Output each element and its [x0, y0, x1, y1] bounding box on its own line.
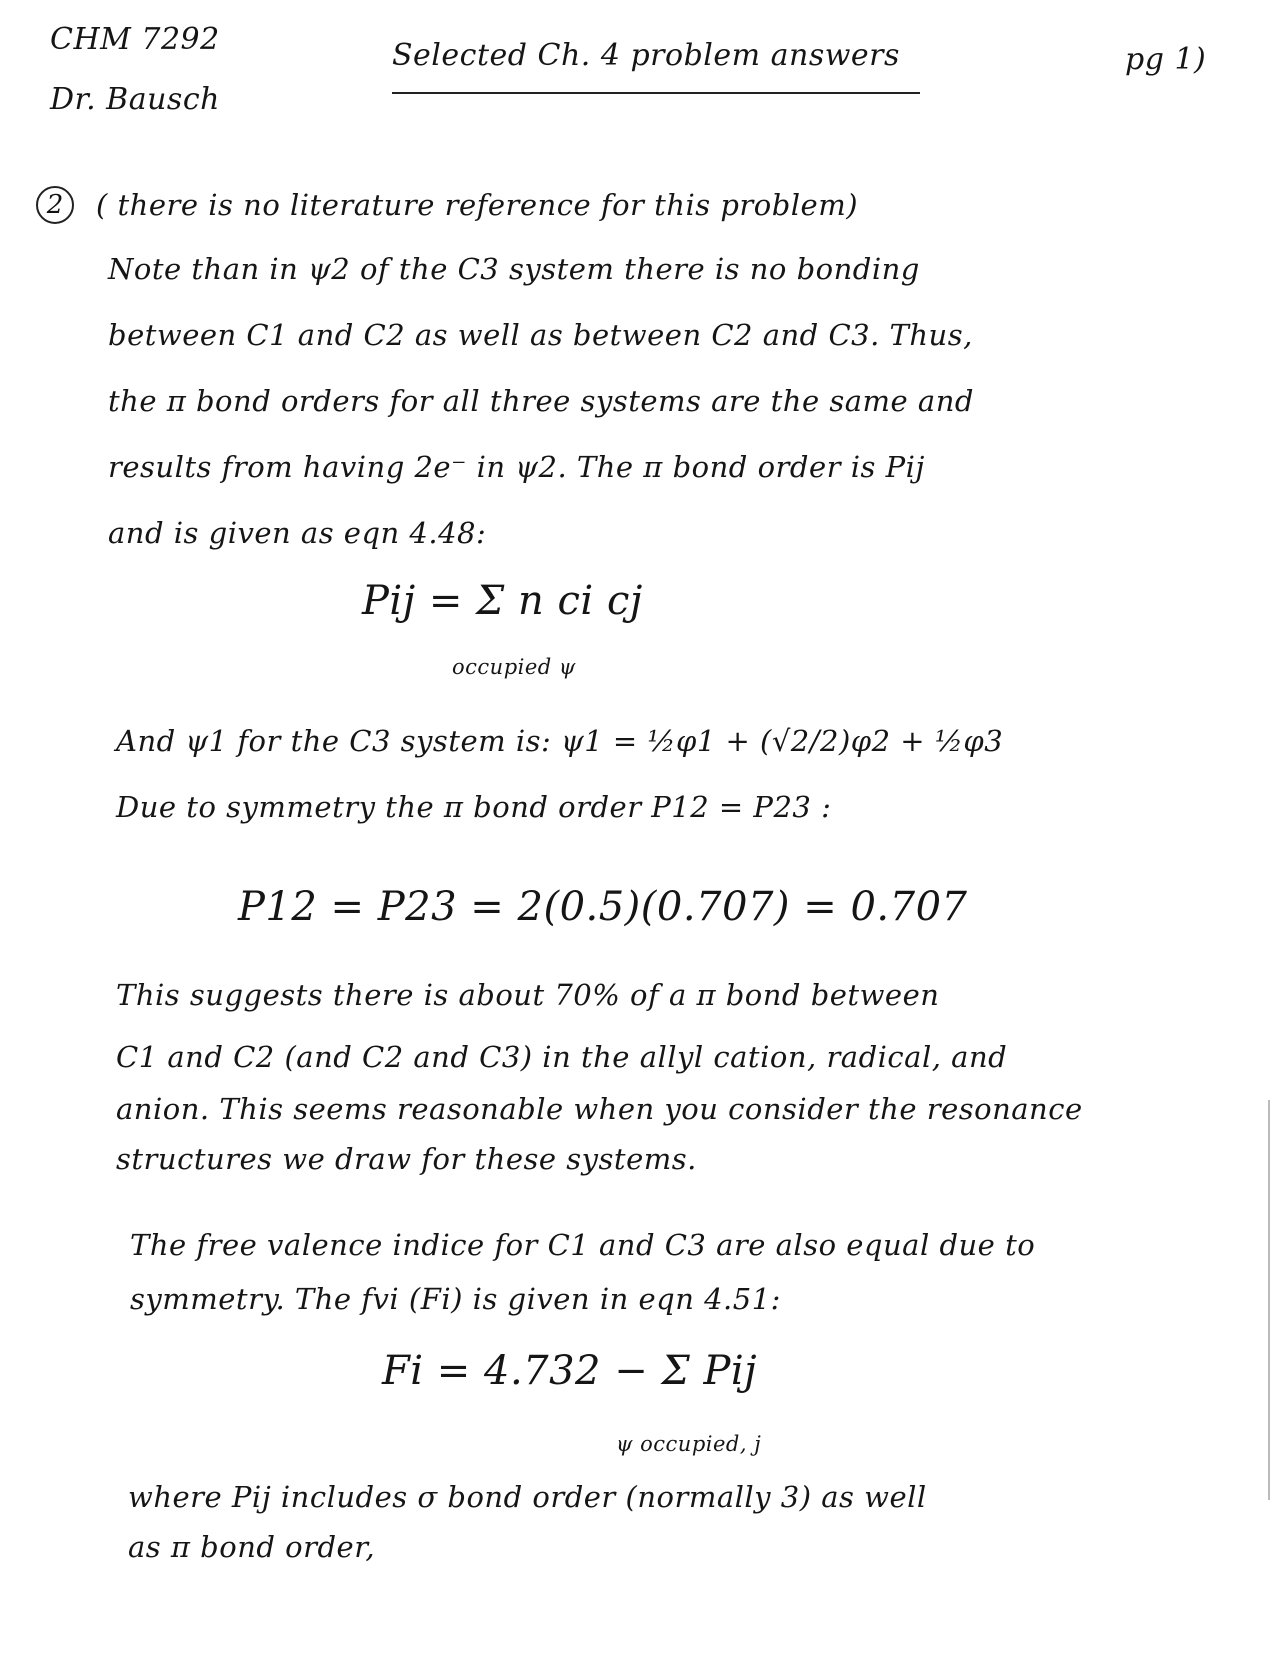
problem-note: ( there is no literature reference for this problem)	[96, 188, 859, 222]
para1-line-1: Note than in ψ2 of the C3 system there is no bonding	[108, 252, 920, 286]
para3-line-4: structures we draw for these systems.	[116, 1142, 697, 1176]
para1-line-5: and is given as eqn 4.48:	[108, 516, 487, 550]
para3-line-1: This suggests there is about 70% of a π bond between	[116, 978, 940, 1012]
free-valence-equation: Fi = 4.732 − Σ Pij	[382, 1348, 758, 1394]
instructor-name: Dr. Bausch	[50, 82, 220, 117]
para4-line-2: symmetry. The fvi (Fi) is given in eqn 4.51:	[130, 1282, 781, 1316]
course-number: CHM 7292	[50, 22, 220, 57]
para1-line-2: between C1 and C2 as well as between C2 and C3. Thus,	[108, 318, 973, 352]
para2-line-1: And ψ1 for the C3 system is: ψ1 = ½φ1 + (√2/2)φ2 + ½φ3	[116, 724, 1004, 758]
bond-order-result-equation: P12 = P23 = 2(0.5)(0.707) = 0.707	[238, 884, 968, 930]
page-number: pg 1)	[1125, 42, 1207, 77]
para5-line-1: where Pij includes σ bond order (normally 3) as well	[128, 1480, 927, 1514]
bond-order-equation-subscript: occupied ψ	[452, 655, 576, 679]
problem-number-badge: 2	[36, 186, 74, 224]
para2-line-2: Due to symmetry the π bond order P12 = P23 :	[116, 790, 832, 824]
page-title: Selected Ch. 4 problem answers	[392, 38, 900, 73]
para3-line-3: anion. This seems reasonable when you consider the resonance	[116, 1092, 1083, 1126]
title-underline	[392, 92, 920, 94]
bond-order-equation: Pij = Σ n ci cj	[362, 578, 643, 624]
para5-line-2: as π bond order,	[128, 1530, 376, 1564]
para1-line-3: the π bond orders for all three systems are the same and	[108, 384, 974, 418]
para1-line-4: results from having 2e⁻ in ψ2. The π bond order is Pij	[108, 450, 925, 484]
free-valence-equation-subscript: ψ occupied, j	[616, 1432, 762, 1456]
scan-edge-artifact	[1268, 1100, 1270, 1500]
para4-line-1: The free valence indice for C1 and C3 are also equal due to	[130, 1228, 1036, 1262]
para3-line-2: C1 and C2 (and C2 and C3) in the allyl cation, radical, and	[116, 1040, 1008, 1074]
